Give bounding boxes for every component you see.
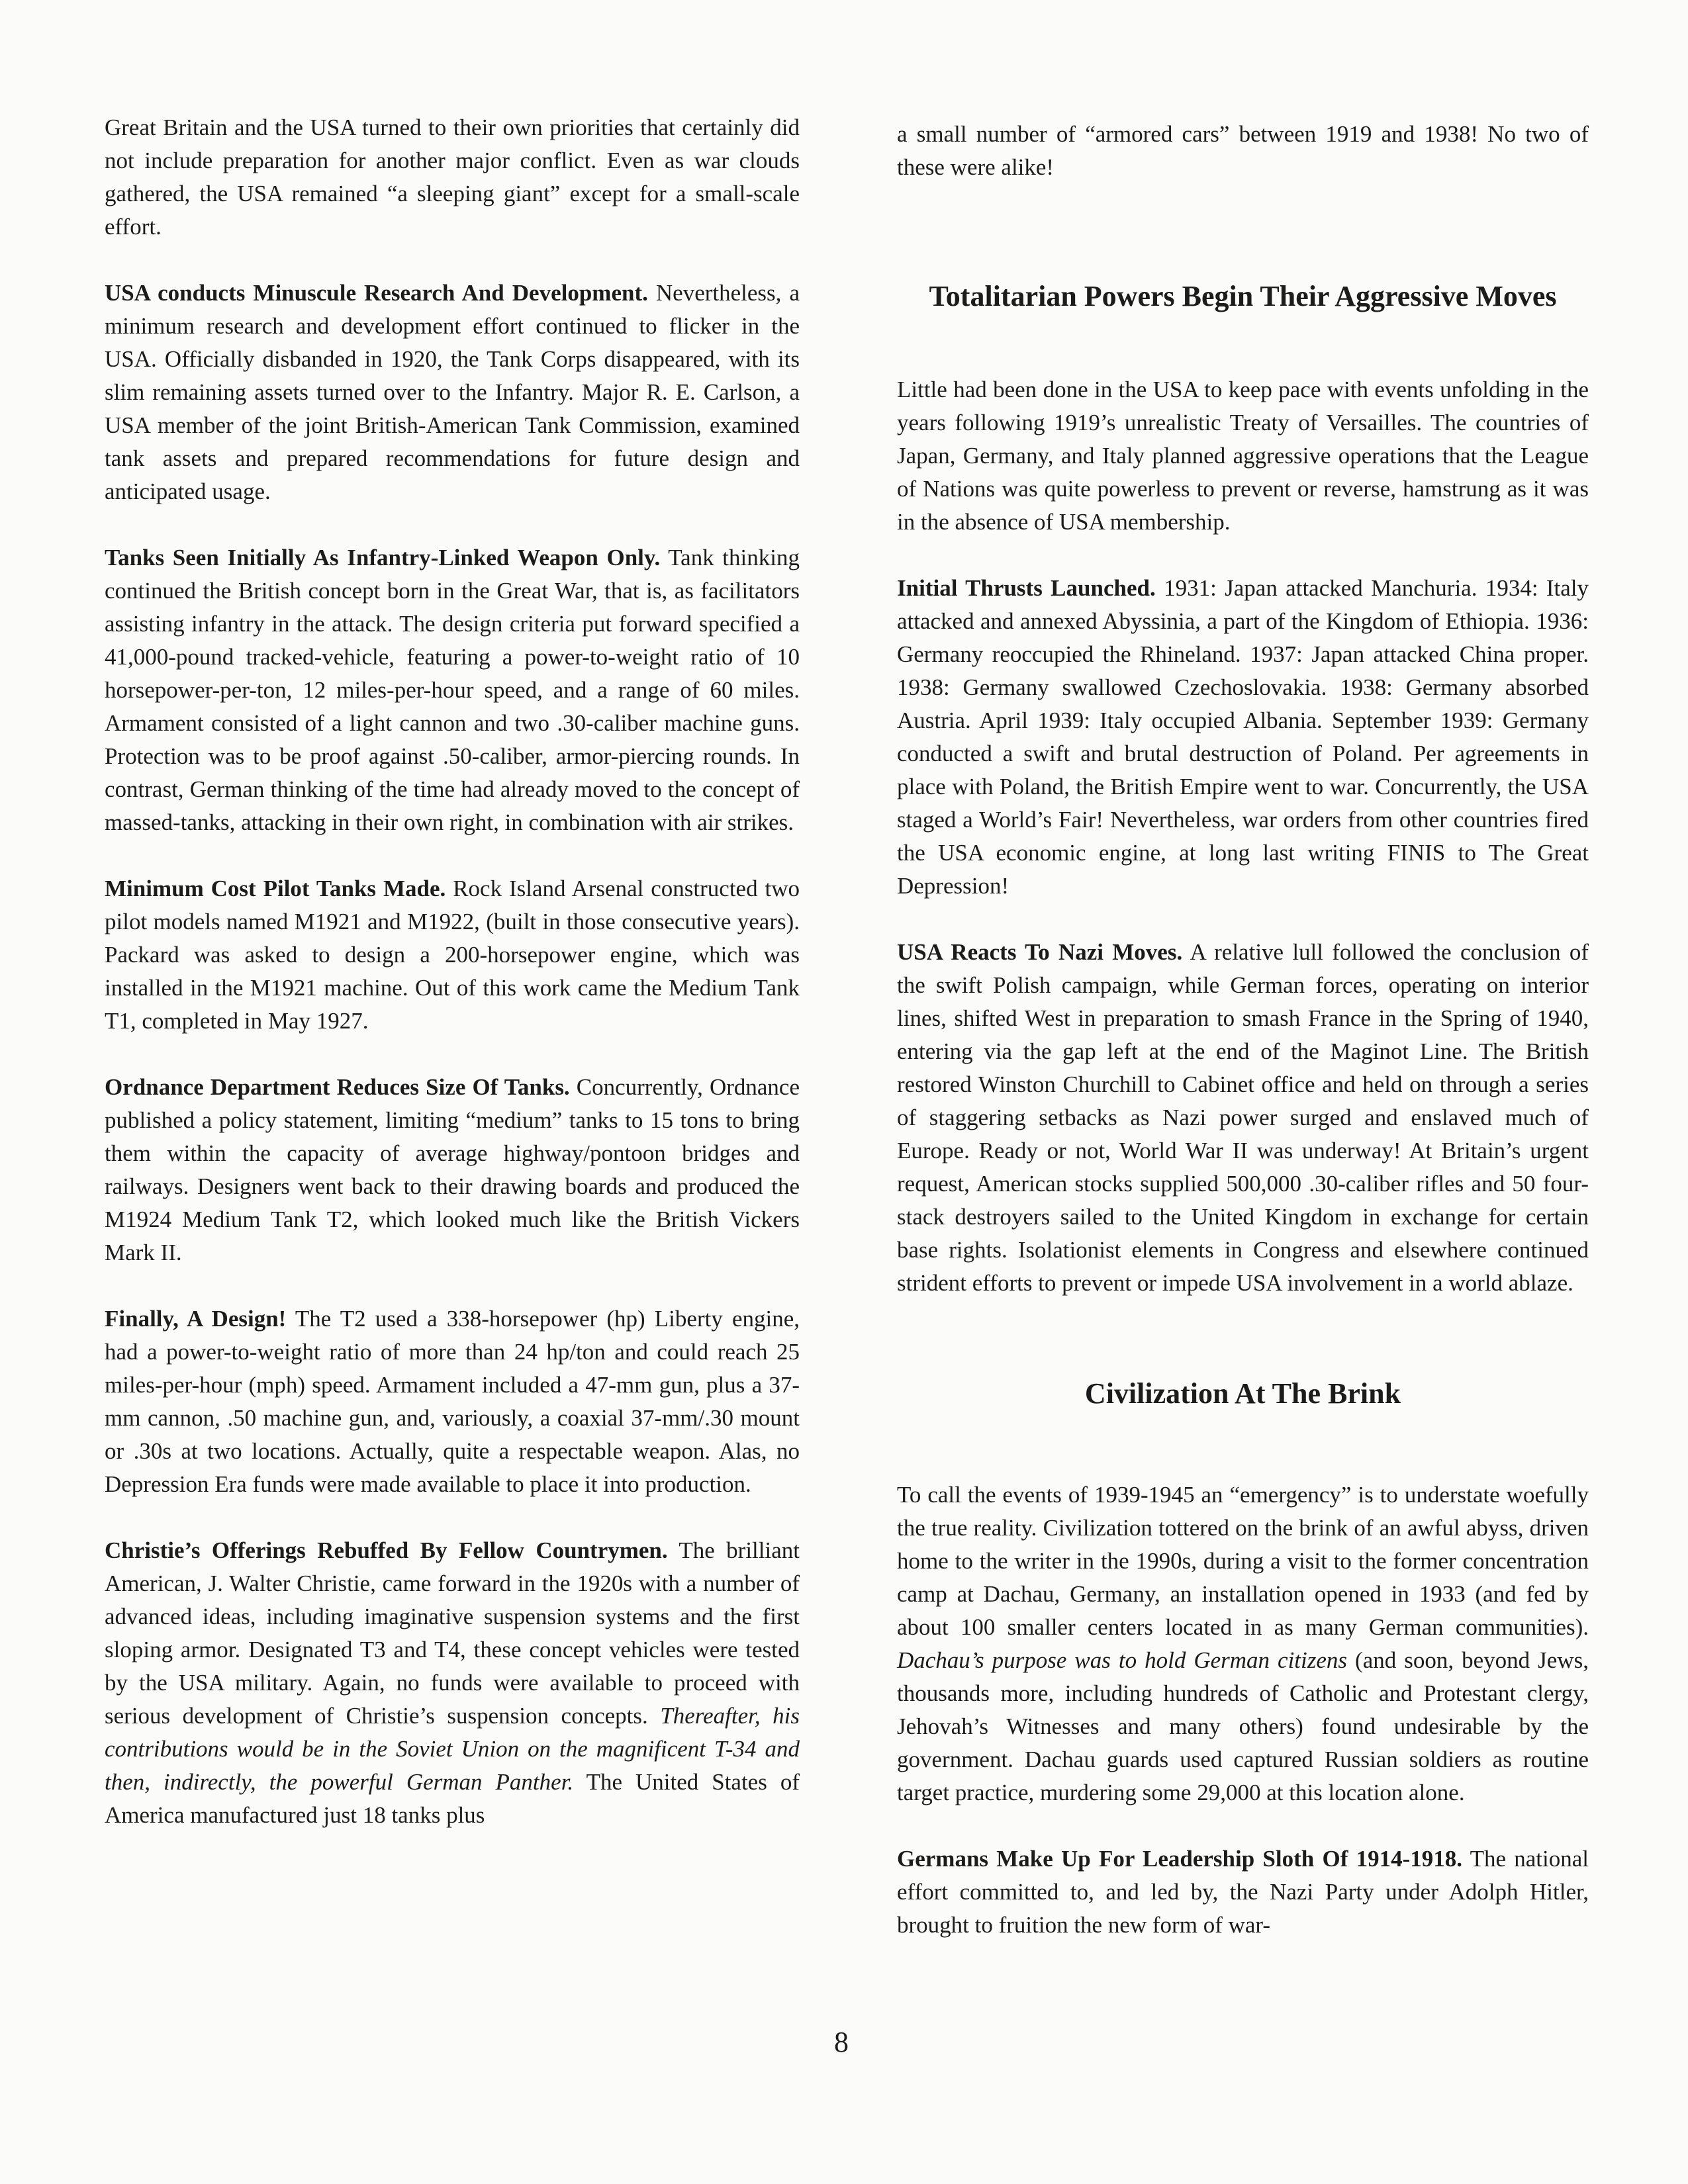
dachau-paragraph <box>897 1479 1589 1809</box>
section-heading-civilization: Civilization At The Brink <box>1084 1377 1401 1410</box>
run-in-heading: USA conducts Minuscule Research And Development. <box>105 280 648 306</box>
paragraph-body: Concurrently, Ordnance published a policy statement, limiting “medium” tanks to 15 tons to bring them within the capacity of average highway/pontoon bridges and railways. Designers went back to their drawing boards and produced the M1924 Medium Tank T2, which looked much like the British Vickers Mark II. <box>105 1074 800 1265</box>
run-in-heading: Tanks Seen Initially As Infantry-Linked Weapon Only. <box>105 545 661 570</box>
research-paragraph <box>105 277 800 508</box>
run-in-heading: Ordnance Department Reduces Size Of Tanks. <box>105 1074 570 1100</box>
pilot-tanks-paragraph <box>105 872 800 1038</box>
continuation-paragraph: a small number of “armored cars” between 1919 and 1938! No two of these were alike! <box>897 121 1589 180</box>
run-in-heading: Christie’s Offerings Rebuffed By Fellow Countrymen. <box>105 1537 668 1563</box>
christie-paragraph <box>105 1534 800 1832</box>
italic-passage: Dachau’s purpose was to hold German citizens <box>897 1647 1348 1673</box>
run-in-heading: Germans Make Up For Leadership Sloth Of 1914-1918. <box>897 1846 1462 1872</box>
paragraph-body: The brilliant American, J. Walter Christie, came forward in the 1920s with a number of advanced ideas, including imaginative suspension systems and the first sloping armor. Designated T3 and T4, these concept vehicles were tested by the USA military. Again, no funds were available to proceed with serious development of Christie’s suspension concepts. <box>105 1537 800 1729</box>
paragraph-tail: (and soon, beyond Jews, thousands more, including hundreds of Catholic and Protestant clergy, Jehovah’s Witnesses and many others) found undesirable by the government. Dachau guards used captured Russian soldiers as routine target practice, murdering some 29,000 at this location alone. <box>897 1647 1589 1805</box>
paragraph-body: 1931: Japan attacked Manchuria. 1934: Italy attacked and annexed Abyssinia, a part of the Kingdom of Ethiopia. 1936: Germany reoccupied the Rhineland. 1937: Japan attacked China proper. 1938: Germany swallowed Czechoslovakia. 1938: Germany absorbed Austria. April 1939: Italy occupied Albania. September 1939: Germany conducted a swift and brutal destruction of Poland. Per agreements in place with Poland, the British Empire went to war. Concurrently, the USA staged a World’s Fair! Nevertheless, war orders from other countries fired the USA economic engine, at long last writing FINIS to The Great Depression! <box>897 575 1589 899</box>
leadership-paragraph <box>897 1843 1589 1942</box>
paragraph-body: The national effort committed to, and led by, the Nazi Party under Adolph Hitler, brought to fruition the new form of war- <box>897 1846 1589 1938</box>
section-heading-totalitarian: Totalitarian Powers Begin Their Aggressive Moves <box>929 280 1557 312</box>
paragraph-body: Tank thinking continued the British concept born in the Great War, that is, as facilitators assisting infantry in the attack. The design criteria put forward specified a 41,000-pound tracked-vehicle, featuring a power-to-weight ratio of 10 horsepower-per-ton, 12 miles-per-hour speed, and a range of 60 miles. Armament consisted of a light cannon and two .30-caliber machine guns. Protection was to be proof against .50-caliber, armor-piercing rounds. In contrast, German thinking of the time had already moved to the concept of massed-tanks, attacking in their own right, in combination with air strikes. <box>105 545 800 835</box>
paragraph-body: The T2 used a 338-horsepower (hp) Liberty engine, had a power-to-weight ratio of more than 24 hp/ton and could reach 25 miles-per-hour (mph) speed. Armament included a 47-mm gun, plus a 37-mm cannon, .50 machine gun, and, variously, a coaxial 37-mm/.30 mount or .30s at two locations. Actually, quite a respectable weapon. Alas, no Depression Era funds were made available to place it into production. <box>105 1306 800 1497</box>
infantry-weapon-paragraph <box>105 541 800 839</box>
left-column <box>105 111 800 1832</box>
ordnance-paragraph <box>105 1071 800 1269</box>
run-in-heading: Initial Thrusts Launched. <box>897 575 1156 601</box>
paragraph-body: Rock Island Arsenal constructed two pilot models named M1921 and M1922, (built in those consecutive years). Packard was asked to design a 200-horsepower engine, which was installed in the M1921 machine. Out of this work came the Medium Tank T1, completed in May 1927. <box>105 876 800 1034</box>
run-in-heading: Finally, A Design! <box>105 1306 287 1332</box>
run-in-heading: USA Reacts To Nazi Moves. <box>897 939 1183 965</box>
right-column <box>897 118 1589 1942</box>
run-in-heading: Minimum Cost Pilot Tanks Made. <box>105 876 446 901</box>
paragraph-body: Nevertheless, a minimum research and development effort continued to flicker in the USA. Officially disbanded in 1920, the Tank Corps disappeared, with its slim remaining assets turned over to the Infantry. Major R. E. Carlson, a USA member of the joint British-American Tank Commission, examined tank assets and prepared recommendations for future design and anticipated usage. <box>105 280 800 504</box>
initial-thrusts-paragraph <box>897 572 1589 903</box>
paragraph-body: A relative lull followed the conclusion of the swift Polish campaign, while German forces, operating on interior lines, shifted West in preparation to smash France in the Spring of 1940, entering via the gap left at the end of the Maginot Line. The British restored Winston Churchill to Cabinet office and held on through a series of staggering setbacks as Nazi power surged and enslaved much of Europe. Ready or not, World War II was underway! At Britain’s urgent request, American stocks supplied 500,000 .30-caliber rifles and 50 four-stack destroyers sailed to the United Kingdom in exchange for certain base rights. Isolationist elements in Congress and elsewhere continued strident efforts to prevent or impede USA involvement in a world ablaze. <box>897 939 1589 1296</box>
nazi-moves-paragraph <box>897 936 1589 1300</box>
versailles-paragraph: Little had been done in the USA to keep pace with events unfolding in the years following 1919’s unrealistic Treaty of Versailles. The countries of Japan, Germany, and Italy planned aggressive operations that the League of Nations was quite powerless to prevent or reverse, hamstrung as it was in the absence of USA membership. <box>897 377 1589 535</box>
paragraph-body: To call the events of 1939-1945 an “emergency” is to understate woefully the true reality. Civilization tottered on the brink of an awful abyss, driven home to the writer in the 1990s, during a visit to the former concentration camp at Dachau, Germany, an installation opened in 1933 (and fed by about 100 smaller centers located in as many German communities). <box>897 1482 1589 1640</box>
italic-passage: Thereafter, his contributions would be in the Soviet Union on the magnificent T-34 and then, indirectly, the powerful German Panther. <box>105 1703 800 1795</box>
design-paragraph <box>105 1302 800 1501</box>
intro-paragraph: Great Britain and the USA turned to their own priorities that certainly did not include preparation for another major conflict. Even as war clouds gathered, the USA remained “a sleeping giant” except for a small-scale effort. <box>105 114 800 240</box>
paragraph-tail: The United States of America manufactured just 18 tanks plus <box>105 1769 800 1828</box>
page-number: 8 <box>834 2026 849 2058</box>
